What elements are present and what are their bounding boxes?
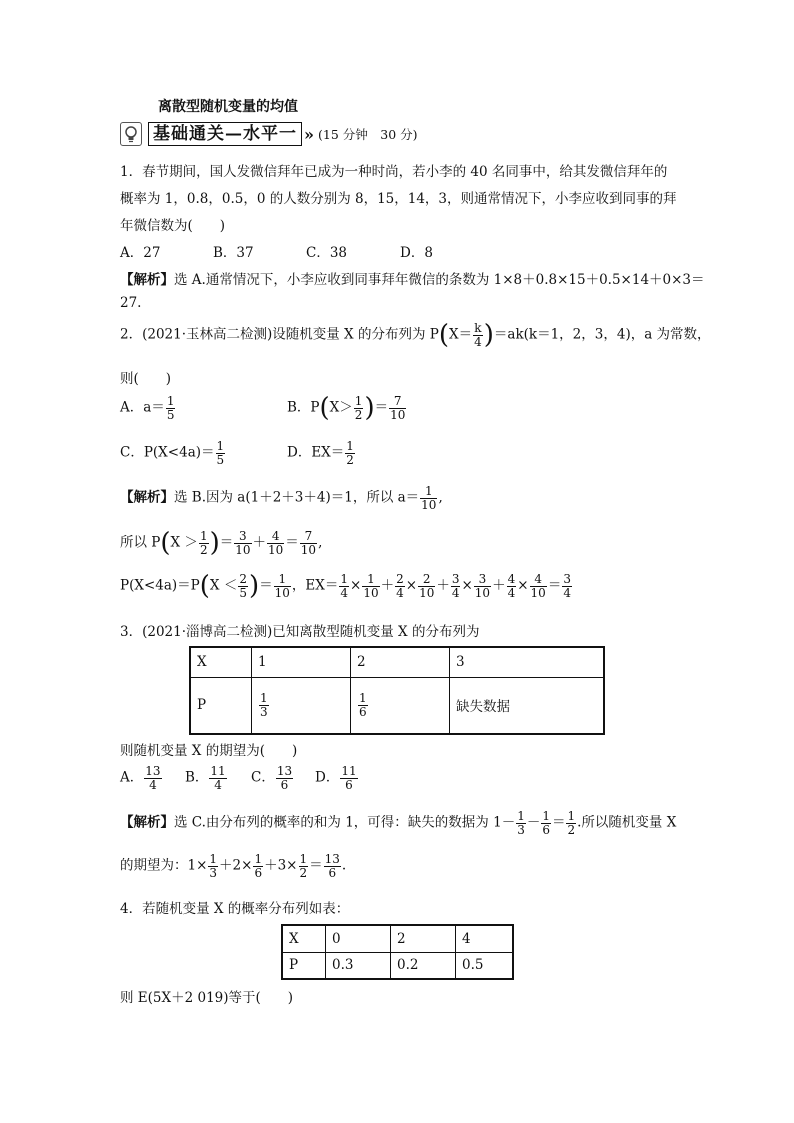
table-cell: 4: [456, 925, 514, 952]
q1-option-b: B．37: [213, 245, 254, 261]
q1-analysis-text: 选 A.通常情况下，小李应收到同事拜年微信的条数为 1×8＋0.8×15＋0.5×14＋0×3＝: [174, 272, 705, 288]
q2-stem-text2: ＝ak(k＝1，2，3，4)，a 为常数，: [493, 326, 711, 343]
table-cell: 0: [326, 925, 391, 952]
q3-analysis-line1: 【解析】选 C.由分布列的概率的和为 1，可得：缺失的数据为 1－ $\frac{1}{3}$ － $\frac{1}{6}$ ＝ $\frac{1}{2}$ .所以随机变量 X: [120, 809, 677, 837]
q3-question: 则随机变量 X 的期望为( ): [120, 743, 298, 759]
table-row: [190, 677, 604, 734]
q2-stem-line2: 则( ): [120, 371, 172, 387]
q1-line1: 1．春节期间，国人发微信拜年已成为一种时尚，若小李的 40 名同事中，给其发微信拜年的: [120, 164, 668, 180]
lightbulb-icon: [120, 122, 142, 146]
q2-option-a: A．a＝ $\frac{1}{5}$: [120, 394, 175, 422]
table-cell: 2: [391, 925, 456, 952]
table-cell: 3: [450, 647, 605, 677]
q1-option-d: D．8: [400, 245, 433, 261]
q3-distribution-table: [189, 646, 605, 735]
table-cell: 0.2: [391, 952, 456, 979]
table-cell-missing: 缺失数据: [450, 677, 605, 734]
q3-options: [120, 765, 359, 791]
table-cell: P: [282, 952, 326, 979]
q3-option-c: C． $\frac{13}{6}$: [251, 764, 293, 792]
page-title: 离散型随机变量的均值: [158, 99, 298, 115]
q4-question: 则 E(5X＋2 019)等于( ): [120, 990, 294, 1006]
q1-line2: 概率为 1，0.8，0.5，0 的人数分别为 8，15，14，3，则通常情况下，小李应收到同事的拜: [120, 191, 677, 207]
q2-stem: 2．(2021·玉林高二检测)设随机变量 X 的分布列为 P(X＝ $\frac{k}{4}$ )＝ak(k＝1，2，3，4)，a 为常数，: [120, 320, 711, 351]
q4-distribution-table: [281, 924, 514, 980]
section-title-box: [148, 122, 302, 146]
analysis-tag: 【解析】: [120, 814, 174, 831]
table-cell: 1: [252, 647, 351, 677]
q3-option-a: A． $\frac{13}{4}$: [120, 764, 161, 792]
q2-stem-x: X＝: [449, 326, 473, 343]
q2-option-c: C．P(X<4a)＝ $\frac{1}{5}$: [120, 439, 225, 467]
q2-option-b: B．P(X＞ $\frac{1}{2}$ )＝ $\frac{7}{10}$: [287, 393, 406, 424]
table-cell: 0.5: [456, 952, 514, 979]
q3-option-d: D． $\frac{11}{6}$: [315, 764, 357, 792]
table-cell: X: [282, 925, 326, 952]
q2-analysis-line2: 所以 P(X ＞ $\frac{1}{2}$ )＝ $\frac{3}{10}$ ＋ $\frac{4}{10}$ ＝ $\frac{7}{10}$ ,: [120, 528, 323, 559]
analysis-tag: 【解析】: [120, 489, 174, 506]
q4-stem: 4．若随机变量 X 的概率分布列如表：: [120, 901, 350, 917]
q1-analysis-line2: 27.: [120, 295, 142, 311]
q2-analysis-line1: 【解析】选 B.因为 a(1＋2＋3＋4)＝1，所以 a＝ $\frac{1}{10}$ ,: [120, 484, 443, 512]
table-cell: $\frac{1}{6}$: [351, 677, 450, 734]
q1-option-a: A．27: [120, 245, 161, 261]
q3-stem: 3．(2021·淄博高二检测)已知离散型随机变量 X 的分布列为: [120, 624, 480, 640]
section-title: 基础通关—水平一: [153, 124, 297, 144]
q3-analysis-line2: 的期望为：1× $\frac{1}{3}$ ＋2× $\frac{1}{6}$ ＋3× $\frac{1}{2}$ ＝ $\frac{13}{6}$ .: [120, 852, 347, 880]
table-cell: P: [190, 677, 252, 734]
q2-stem-fraction: $\frac{k}{4}$: [474, 321, 482, 349]
table-row: [282, 952, 513, 979]
q2-analysis-line3: P(X<4a)＝P(X ＜ $\frac{2}{5}$ )＝ $\frac{1}{10}$ ，EX＝ $\frac{1}{4}$ × $\frac{1}{10}$ ＋ $\frac{2}{4}$ × $\frac{2}{10}$ ＋ $\frac{3}{4}$ × $\frac{3}{10}$ ＋ $\frac{4}{4}$ × $\frac{4}{10}$ ＝ $\frac{3}{4}$: [120, 571, 571, 602]
section-header: [120, 122, 418, 146]
q2-option-d: D．EX＝ $\frac{1}{2}$: [287, 439, 354, 467]
q2-stem-text: 2．(2021·玉林高二检测)设随机变量 X 的分布列为 P: [120, 326, 439, 343]
table-row: [282, 925, 513, 952]
q3-option-b: B． $\frac{11}{4}$: [185, 764, 226, 792]
q1-analysis-line1: [120, 268, 705, 288]
table-cell: $\frac{1}{3}$: [252, 677, 351, 734]
table-cell: 2: [351, 647, 450, 677]
table-cell: X: [190, 647, 252, 677]
table-cell: 0.3: [326, 952, 391, 979]
analysis-tag: 【解析】: [120, 272, 174, 288]
section-meta: (15 分钟 30 分): [318, 127, 418, 142]
q1-line3: 年微信数为( ): [120, 218, 226, 234]
table-row: [190, 647, 604, 677]
double-arrow-icon: »: [304, 124, 314, 144]
q1-option-c: C．38: [306, 245, 348, 261]
